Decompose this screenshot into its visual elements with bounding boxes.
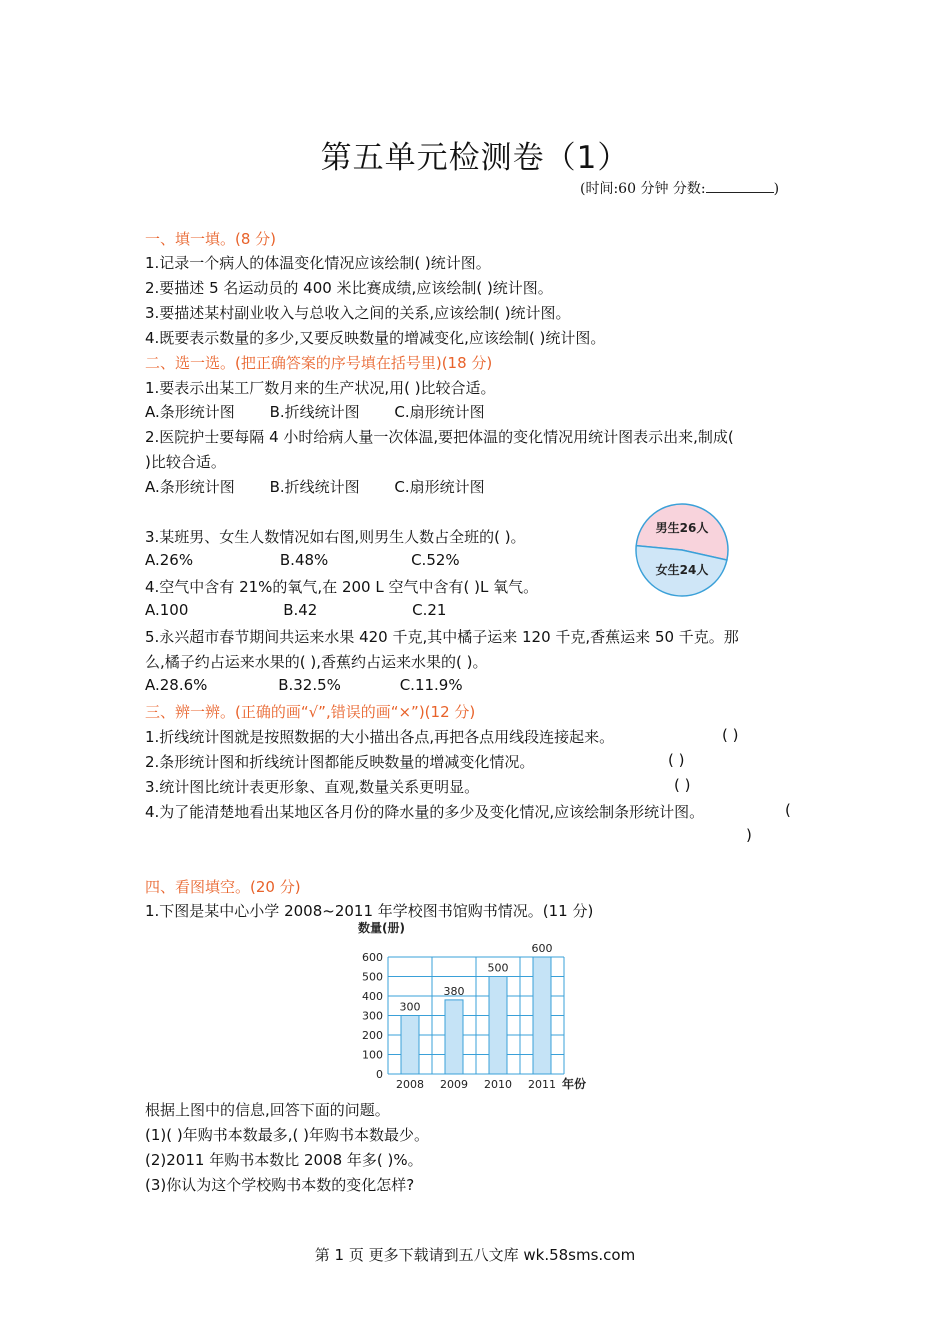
bar-value-label: 300	[399, 1000, 421, 1014]
bar-2010	[489, 977, 507, 1075]
s2-q2-line2: )比较合适。	[145, 453, 226, 471]
score-blank[interactable]	[706, 180, 774, 193]
option-a: A.28.6%	[145, 676, 208, 694]
option-b: B.折线统计图	[269, 478, 360, 496]
s2-q4-options	[145, 601, 446, 619]
option-b: B.42	[283, 601, 318, 619]
s2-q5-line2: 么,橘子约占运来水果的( ),香蕉约占运来水果的( )。	[145, 653, 488, 671]
option-c: C.扇形统计图	[394, 478, 485, 496]
page-footer: 第 1 页 更多下载请到五八文库 wk.58sms.com	[314, 1246, 636, 1264]
option-c: C.11.9%	[399, 676, 463, 694]
s3-answer-1[interactable]: ( )	[722, 726, 739, 744]
s2-q2-line1: 2.医院护士要每隔 4 小时给病人量一次体温,要把体温的变化情况用统计图表示出来,制成(	[145, 428, 734, 446]
option-c: C.扇形统计图	[394, 403, 485, 421]
chart-ylabel: 数量(册)	[358, 921, 405, 935]
option-a: A.条形统计图	[145, 403, 235, 421]
bar-2009	[445, 1000, 463, 1074]
x-tick-label: 2008	[396, 1078, 424, 1091]
s4-prompt: 根据上图中的信息,回答下面的问题。	[145, 1101, 390, 1119]
y-tick-label: 0	[376, 1068, 383, 1081]
s4-sub1: (1)( )年购书本数最多,( )年购书本数最少。	[145, 1126, 429, 1144]
s1-item-3: 3.要描述某村副业收入与总收入之间的关系,应该绘制( )统计图。	[145, 304, 571, 322]
x-tick-label: 2011	[528, 1078, 556, 1091]
bar-value-label: 600	[531, 942, 553, 955]
s3-item-1: 1.折线统计图就是按照数据的大小描出各点,再把各点用线段连接起来。	[145, 728, 615, 746]
section4-heading: 四、看图填空。(20 分)	[145, 878, 301, 896]
s4-sub2: (2)2011 年购书本数比 2008 年多( )%。	[145, 1151, 423, 1169]
option-b: B.48%	[279, 551, 329, 569]
s3-answer-4-close[interactable]: )	[746, 826, 752, 844]
bar-2011	[533, 957, 551, 1074]
bar-value-label: 500	[487, 961, 509, 975]
s3-answer-4-open[interactable]: (	[785, 801, 791, 819]
pie-label-male: 男生26人	[655, 521, 709, 535]
s2-q2-options	[145, 476, 485, 497]
option-a: A.26%	[145, 551, 194, 569]
s2-q5-line1: 5.永兴超市春节期间共运来水果 420 千克,其中橘子运来 120 千克,香蕉运来 50 千克。那	[145, 628, 739, 646]
section3-heading: 三、辨一辨。(正确的画“√”,错误的画“×”)(12 分)	[145, 703, 476, 721]
option-a: A.100	[145, 601, 189, 619]
section2-heading: 二、选一选。(把正确答案的序号填在括号里)(18 分)	[145, 354, 493, 372]
s2-q3: 3.某班男、女生人数情况如右图,则男生人数占全班的( )。	[145, 528, 526, 546]
option-c: C.52%	[411, 551, 460, 569]
s1-item-1: 1.记录一个病人的体温变化情况应该绘制( )统计图。	[145, 254, 491, 272]
s2-q1: 1.要表示出某工厂数月来的生产状况,用( )比较合适。	[145, 379, 496, 397]
book-purchase-bar-chart	[352, 918, 596, 1094]
s3-item-3: 3.统计图比统计表更形象、直观,数量关系更明显。	[145, 778, 480, 796]
bar-value-label: 380	[443, 984, 465, 998]
time-score-label: (时间:60 分钟 分数:	[580, 181, 706, 197]
s1-item-2: 2.要描述 5 名运动员的 400 米比赛成绩,应该绘制( )统计图。	[145, 279, 553, 297]
meta-close: )	[773, 181, 780, 197]
y-tick-label: 400	[362, 990, 383, 1003]
s4-q1: 1.下图是某中心小学 2008~2011 年学校图书馆购书情况。(11 分)	[145, 902, 594, 920]
y-tick-label: 100	[362, 1048, 383, 1062]
s1-item-4: 4.既要表示数量的多少,又要反映数量的增减变化,应该绘制( )统计图。	[145, 329, 606, 347]
s2-q5-options	[145, 676, 463, 694]
option-b: B.折线统计图	[269, 403, 360, 421]
s3-item-2: 2.条形统计图和折线统计图都能反映数量的增减变化情况。	[145, 753, 535, 771]
y-tick-label: 200	[362, 1029, 383, 1042]
option-a: A.条形统计图	[145, 478, 235, 496]
bar-2008	[401, 1016, 419, 1075]
section1-heading: 一、填一填。(8 分)	[145, 230, 277, 248]
y-tick-label: 500	[362, 970, 383, 984]
s2-q4: 4.空气中含有 21%的氧气,在 200 L 空气中含有( )L 氧气。	[145, 578, 539, 596]
s3-answer-2[interactable]: ( )	[668, 751, 685, 769]
x-tick-label: 2009	[440, 1078, 468, 1091]
s4-sub3: (3)你认为这个学校购书本数的变化怎样?	[145, 1176, 415, 1194]
option-c: C.21	[412, 601, 447, 619]
y-tick-label: 600	[362, 951, 383, 964]
pie-label-female: 女生24人	[655, 563, 709, 577]
y-tick-label: 300	[362, 1009, 383, 1023]
exam-meta	[580, 178, 779, 198]
page-title: 第五单元检测卷（1）	[320, 140, 630, 176]
option-b: B.32.5%	[278, 676, 341, 694]
s3-item-4: 4.为了能清楚地看出某地区各月份的降水量的多少及变化情况,应该绘制条形统计图。	[145, 803, 705, 821]
s3-answer-3[interactable]: ( )	[674, 776, 691, 794]
s2-q3-options	[145, 551, 460, 569]
gender-pie-chart	[630, 502, 736, 598]
x-tick-label: 2010	[484, 1078, 512, 1091]
chart-xlabel: 年份	[562, 1077, 587, 1091]
s2-q1-options	[145, 401, 485, 422]
